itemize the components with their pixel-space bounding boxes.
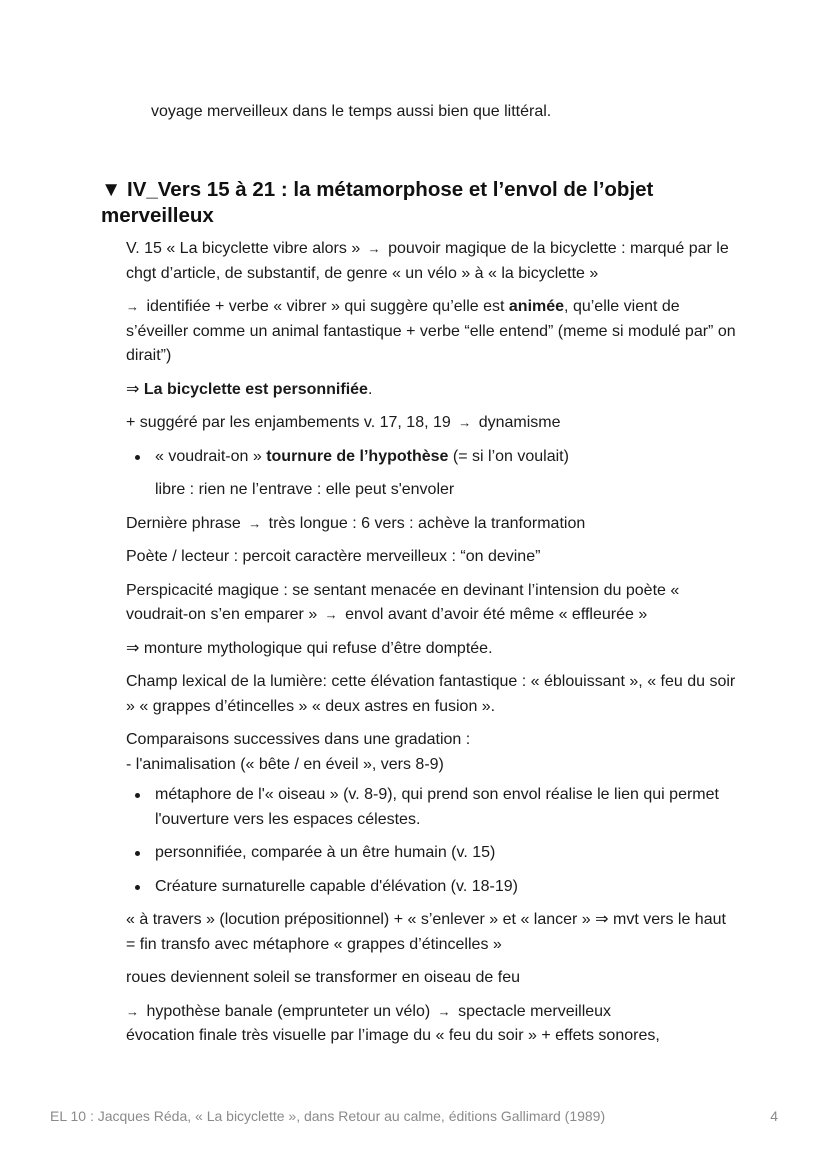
paragraph: + suggéré par les enjambements v. 17, 18, 19 → dynamisme [126,414,561,431]
paragraph: Champ lexical de la lumière: cette élévation fantastique : « éblouissant », « feu du soir » « grappes d’étincelles » « deux astres en fusion ». [126,673,736,715]
section-heading[interactable] [101,177,741,229]
section-body [126,237,736,1058]
footer-citation: EL 10 : Jacques Réda, « La bicyclette », dans Retour au calme, éditions Gallimard (1989) [50,1108,606,1124]
paragraph: → identifiée + verbe « vibrer » qui suggère qu’elle est animée, qu’elle vient de s’éveiller comme un animal fantastique + verbe “elle entend” (meme si modulé par” on dirait”) [126,298,736,364]
paragraph: Comparaisons successives dans une gradation : - l'animalisation (« bête / en éveil », vers 8-9) [126,731,471,773]
paragraph: ⇒ La bicyclette est personnifiée. [126,380,373,398]
paragraph: V. 15 « La bicyclette vibre alors » → pouvoir magique de la bicyclette : marqué par le chgt d’article, de substantif, de genre « un vélo » à « la bicyclette » [126,240,729,282]
bold-text: La bicyclette est personnifiée [143,380,368,398]
arrow-icon: → [367,241,381,256]
arrow-icon: → [458,415,472,430]
implies-icon: ⇒ [126,380,140,398]
paragraph: Poète / lecteur : percoit caractère merveilleux : “on devine” [126,548,541,565]
bullet-list [126,445,736,470]
bold-text: animée [508,298,565,315]
arrow-icon: → [324,607,338,622]
collapse-triangle-icon[interactable]: ▼ [101,178,122,201]
paragraph: Dernière phrase → très longue : 6 vers : achève la tranformation [126,514,586,532]
list-item: métaphore de l'« oiseau » (v. 8-9), qui prend son envol réalise le lien qui permet l'ouverture vers les espaces célestes. [155,783,736,832]
arrow-icon: → [248,515,262,531]
bullet-list [126,783,736,899]
arrow-icon: → [126,1003,139,1019]
paragraph: → hypothèse banale (emprunteter un vélo) → spectacle merveilleux évocation finale très visuelle par l’image du « feu du soir » + effets sonores, [126,1002,660,1044]
bold-text: tournure de l’hypothèse [266,447,449,465]
page-number: 4 [770,1108,778,1124]
list-item: personnifiée, comparée à un être humain (v. 15) [155,841,736,866]
section-title: IV_Vers 15 à 21 : la métamorphose et l’envol de l’objet merveilleux [101,178,654,227]
paragraph: « à travers » (locution prépositionnel) + « s’enlever » et « lancer » ⇒ mvt vers le haut = fin transfo avec métaphore « grappes d’étincelles » [126,911,726,953]
paragraph: Perspicacité magique : se sentant menacée en devinant l’intension du poète « voudrait-on s’en emparer » → envol avant d’avoir été même « effleurée » [126,581,680,623]
paragraph: ⇒ monture mythologique qui refuse d’être domptée. [126,639,493,657]
paragraph: roues deviennent soleil se transformer en oiseau de feu [126,969,521,986]
implies-icon: ⇒ [595,911,609,928]
list-item: Créature surnaturelle capable d'élévation (v. 18-19) [155,875,736,900]
list-item: « voudrait-on » tournure de l’hypothèse (= si l’on voulait) [155,445,736,470]
arrow-icon: → [126,299,139,314]
arrow-icon: → [437,1003,451,1019]
page-footer [50,1108,780,1124]
paragraph: libre : rien ne l’entrave : elle peut s'envoler [155,481,455,498]
intro-line: voyage merveilleux dans le temps aussi bien que littéral. [151,103,552,120]
implies-icon: ⇒ [126,639,140,657]
